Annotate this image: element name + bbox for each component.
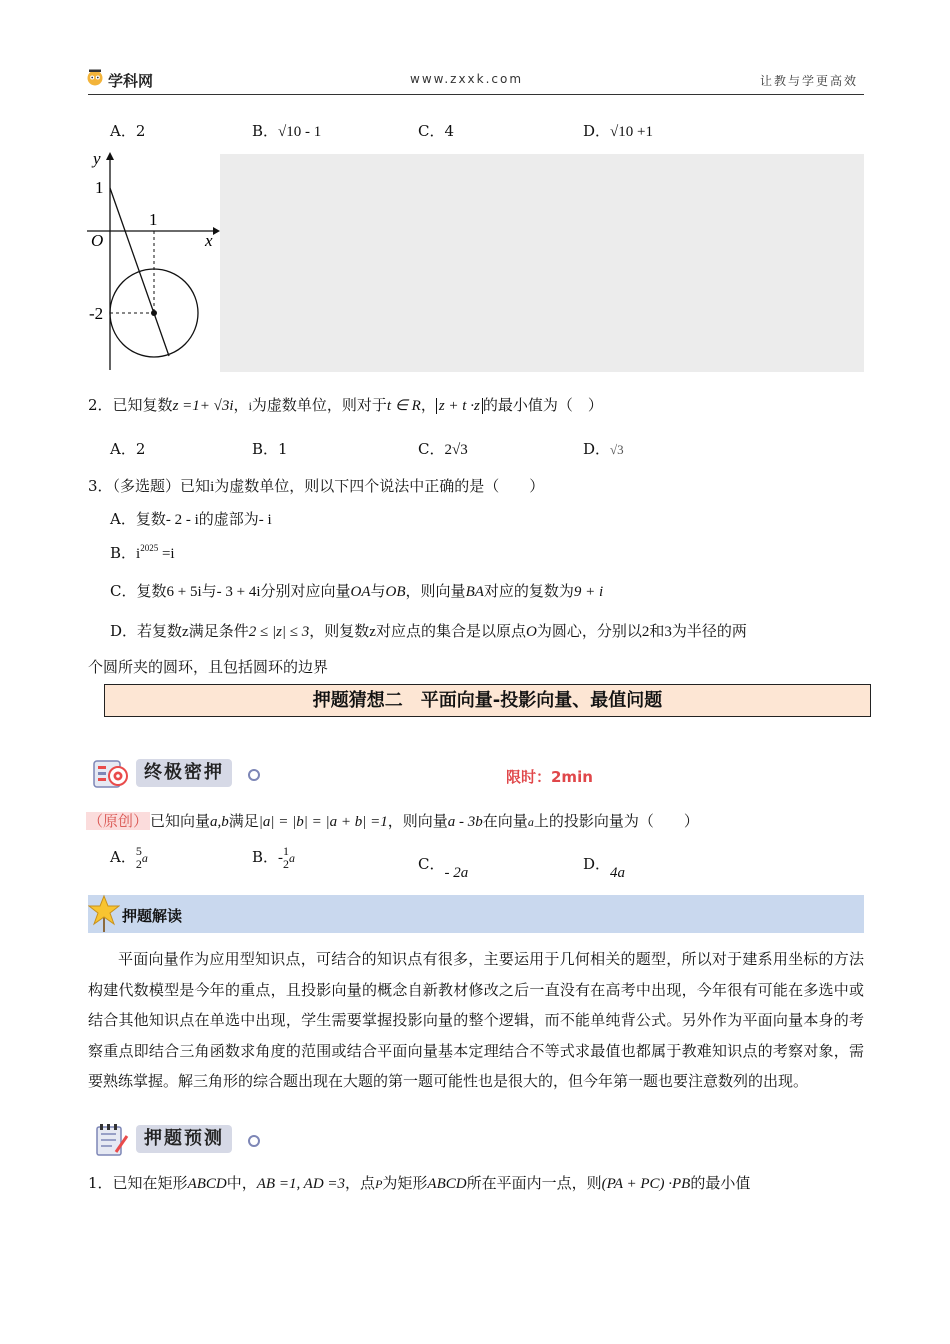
original-opt-b-vec: a [289,851,296,865]
q3-d-text6: 为半径的两 [671,622,747,640]
q3-text-2: 为虚数单位，则以下四个说法中正确的是（ ） [214,477,545,495]
x-axis-arrow [213,227,220,235]
q3-c-text3: 与 [370,582,386,600]
q3-d-label: D．若复数 [110,622,183,640]
q2-option-b [252,438,288,459]
q2-option-d-label: D． [583,440,611,458]
header-logo-icon [86,68,104,86]
pred-q1-cond: AB =1, AD =3 [256,1176,346,1192]
prediction-q1-stem [88,1172,750,1193]
tag-prediction-dot [248,1135,260,1147]
q3-d-o: O [525,624,537,640]
original-option-a [110,845,148,871]
q3-c-label: C．复数 [110,582,167,600]
pred-q1-abcd: ABCD [187,1176,227,1192]
q3-option-b [110,542,175,563]
pred-q1-text-4: 为矩形 [382,1174,428,1192]
q3-d-text4: 为圆心，分别以 [536,622,642,640]
q3-option-d-line1 [110,620,747,641]
pred-q1-text-5: 所在平面内一点，则 [466,1174,602,1192]
q3-option-c [110,580,603,601]
y-tick-neg2: -2 [89,304,104,323]
original-text-4: 在向量 [482,812,528,830]
original-cond: |a| = |b| = |a + b| =1 [258,814,388,830]
q3-c-val: 9 + i [573,584,604,600]
tag-prediction: 押题预测 [136,1125,232,1153]
original-opt-b-sign: - [278,850,284,866]
origin-label: O [91,231,104,250]
q2-abs-expr: z + t ·z [436,398,483,414]
q3-c-text2: 分别对应向量 [260,582,351,600]
original-opt-b-label: B． [252,848,279,866]
interpretation-paragraph: 平面向量作为应用型知识点，可结合的知识点有很多，主要运用于几何相关的题型，所以对于建系用坐标的方法构建代数模型是今年的重点，且投影向量的概念自新教材修改之后一直没有在高考中出现，今年很有可能在多选中或结合其他知识点在单选中出现，学生需要掌握投影向量的整个逻辑，而不能单纯背公式。另外作为平面向量本身的考察重点即结合三角函数求角度的范围或结合平面向量基本定理结合不等式求最值也都属于教难知识点的考察对象，需要熟练掌握。解三角形的综合题出现在大题的第一题可能性也是很大的，但今年第一题也要注意数列的出现。 [88,950,864,1090]
original-expr: a - 3b [447,814,483,830]
q3-d-text1: 满足条件 [188,622,249,640]
q2-number: 2． [88,396,113,414]
q2-option-b-text: B．1 [252,440,288,458]
q1-option-b [252,120,321,141]
q2-option-a-text: A．2 [110,440,146,458]
q2-option-d-math: √3 [610,442,624,457]
y-axis-label: y [93,149,101,168]
q3-d-2: 2 [641,624,650,640]
y-tick-1: 1 [95,178,104,197]
q3-d-text2: ，则复数 [309,622,370,640]
notepad-icon [94,1122,130,1158]
q3-option-d-line2 [88,656,328,677]
tag-ultimate-dot [248,769,260,781]
original-opt-a-num: 5 [135,844,142,858]
original-opt-a-vec: a [141,851,148,865]
q3-d-text3: 对应点的集合是以原点 [375,622,526,640]
pred-q1-number: 1． [88,1174,113,1192]
q3-a-val: - i [258,512,272,528]
y-axis-arrow [106,152,114,160]
original-opt-b-den: 2 [283,857,290,871]
original-question-stem [86,810,699,831]
original-a: a [527,815,534,829]
q3-a-label: A．复数 [110,510,166,528]
interpretation-bar [88,895,864,933]
q3-d-line2-text: 个圆所夹的圆环，且包括圆环的边界 [88,658,329,676]
q3-d-text5: 和 [649,622,665,640]
original-opt-c-label: C． [418,855,445,873]
q1-option-b-math: √10 - 1 [278,124,322,140]
q3-number: 3． [88,477,113,495]
original-opt-a-den: 2 [135,857,142,871]
q3-b-exponent: 2025 [140,543,159,553]
header-logo-text: 学科网 [108,72,154,90]
x-tick-1: 1 [149,210,158,229]
pred-q1-p: P [375,1177,383,1191]
q1-option-c-text: C．4 [418,122,455,140]
q3-c-text4: ，则向量 [405,582,466,600]
x-axis-label: x [205,231,213,250]
tag-ultimate: 终极密押 [136,759,232,787]
q1-option-d-math: √10 +1 [610,124,653,140]
target-icon [92,757,132,791]
q2-i-symbol: i [248,399,252,413]
q2-option-c-label: C． [418,440,445,458]
original-opt-a-label: A． [110,848,136,866]
original-ab: a,b [210,814,229,830]
original-option-d [583,853,626,881]
center-point [151,310,157,316]
q2-option-a [110,438,145,459]
q3-c-expr1: 6 + 5i [166,584,202,600]
header-slogan: 让教与学更高效 [760,74,859,88]
original-text-5: 上的投影向量为（ ） [533,812,699,830]
q2-option-c [418,438,468,459]
gray-placeholder [220,154,864,372]
q3-d-z2: z [369,624,376,640]
pred-q1-text-6: 的最小值 [690,1174,751,1192]
interpretation-title: 押题解读 [122,907,183,925]
original-option-b [252,845,295,871]
q3-d-z: z [182,624,189,640]
q3-b-rest: =i [158,546,175,562]
original-opt-d-math: 4a [610,865,626,881]
section-banner: 押题猜想二 平面向量-投影向量、最值问题 [104,684,871,717]
q3-c-text5: 对应的复数为 [483,582,574,600]
star-icon [88,894,120,934]
q3-a-text: 的虚部为 [198,510,259,528]
original-text-2: 满足 [228,812,259,830]
original-opt-d-label: D． [583,855,611,873]
pred-q1-expr: (PA + PC) ·PB [601,1176,691,1192]
q3-c-ob: OB [385,584,406,600]
q2-t-in-r: t ∈ R [386,398,421,414]
original-opt-b-num: 1 [283,844,290,858]
original-opt-c-math: - 2a [444,865,469,881]
header-divider [88,94,864,95]
q2-text-2: ， [233,396,249,414]
q3-b-base: i [136,546,141,562]
q1-option-a-text: A．2 [110,122,146,140]
q3-c-text1: 与 [201,582,217,600]
q2-text-3: 为虚数单位，则对于 [251,396,387,414]
coordinate-figure [85,148,225,374]
pred-q1-abcd2: ABCD [427,1176,467,1192]
line [110,188,169,356]
q1-option-d [583,120,653,141]
original-tag: （原创） [88,812,149,830]
pred-q1-text-1: 已知在矩形 [112,1174,188,1192]
time-limit: 限时：2min [506,768,593,786]
original-text-1: 已知向量 [150,812,211,830]
q1-option-a [110,120,145,141]
header-url[interactable]: www.zxxk.com [410,72,524,86]
q2-text-4: ， [420,396,436,414]
q3-stem [88,475,544,496]
q1-option-c [418,120,454,141]
q1-option-b-label: B． [252,122,279,140]
q3-d-cond: 2 ≤ |z| ≤ 3 [248,624,310,640]
q3-text-1: （多选题）已知 [112,477,211,495]
q3-a-expr: - 2 - i [165,512,199,528]
q2-option-d [583,438,624,459]
q2-z-expr: z =1+ √3i [172,398,234,414]
original-option-c [418,853,469,881]
q3-option-a [110,508,272,529]
q1-option-d-label: D． [583,122,611,140]
original-text-3: ，则向量 [387,812,448,830]
q2-text-1: 已知复数 [112,396,173,414]
q3-d-3: 3 [664,624,672,640]
q3-c-expr2: - 3 + 4i [216,584,261,600]
q3-c-ba: BA [465,584,484,600]
q2-stem [88,394,603,415]
pred-q1-text-3: ，点 [345,1174,376,1192]
q2-option-c-math: 2√3 [444,442,468,458]
q3-i-symbol: i [210,479,215,495]
q3-b-label: B． [110,544,137,562]
q3-c-oa: OA [350,584,371,600]
q2-text-5: 的最小值为（ ） [482,396,603,414]
pred-q1-text-2: 中， [226,1174,257,1192]
